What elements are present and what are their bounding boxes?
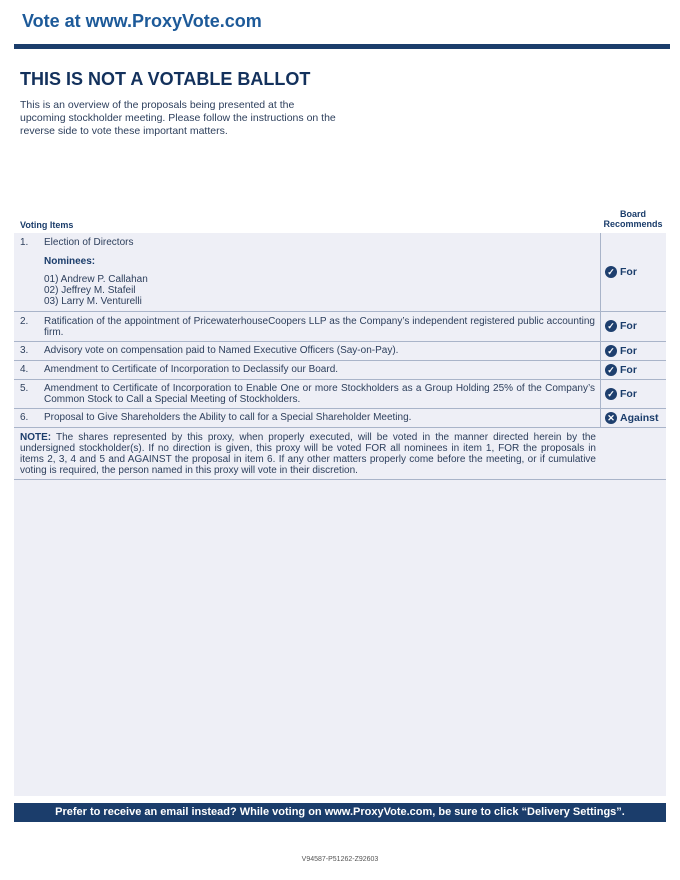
item-number: 4. — [20, 364, 29, 375]
header-divider — [14, 44, 670, 49]
note-text: NOTE: The shares represented by this proxy, when properly executed, will be voted in the manner directed herein by the undersigned stockholder(s). If no direction is given, this proxy will be voted FOR all nominees in item 1, FOR the proposals in items 2, 3, 4 and 5 and AGAINST the proposal in item 6. If any other matters properly come before the meeting, or if cumulative voting is required, the person named in this proxy will vote in their discretion. — [20, 432, 596, 476]
item-text: Election of Directors — [44, 237, 134, 248]
board-recommendation: ✓ For — [600, 311, 667, 341]
item-text: Amendment to Certificate of Incorporation to Declassify our Board. — [44, 364, 339, 375]
board-recommends-header: Board Recommends — [603, 209, 663, 229]
nominee: 02) Jeffrey M. Stafeil — [44, 285, 136, 296]
board-recommendation: ✓ For — [600, 233, 667, 311]
item-number: 5. — [20, 383, 29, 394]
item-text: Advisory vote on compensation paid to Named Executive Officers (Say-on-Pay). — [44, 345, 399, 356]
header-title: Vote at www.ProxyVote.com — [22, 11, 262, 31]
voting-items-header: Voting Items — [20, 220, 74, 230]
note-divider — [14, 479, 666, 480]
voting-item-row — [14, 342, 666, 361]
nominee: 01) Andrew P. Callahan — [44, 274, 148, 285]
page-title: THIS IS NOT A VOTABLE BALLOT — [20, 69, 311, 89]
email-delivery-banner: Prefer to receive an email instead? While voting on www.ProxyVote.com, be sure to click “Delivery Settings”. — [14, 803, 666, 822]
item-text: Proposal to Give Shareholders the Ability to call for a Special Shareholder Meeting. — [44, 412, 412, 423]
voting-item-row — [14, 361, 666, 380]
item-text: Amendment to Certificate of Incorporation to Enable One or more Stockholders as a Group Holding 25% of the Company’s Common Stock to Call a Special Meeting of Stockholders. — [44, 383, 595, 405]
voting-item-row — [14, 380, 666, 409]
check-circle-icon: ✓ — [605, 364, 617, 376]
voting-item-row — [14, 233, 666, 312]
board-recommendation: ✓ For — [600, 380, 667, 408]
nominee: 03) Larry M. Venturelli — [44, 296, 142, 307]
x-circle-icon: ✕ — [605, 412, 617, 424]
item-number: 6. — [20, 412, 29, 423]
check-circle-icon: ✓ — [605, 266, 617, 278]
item-number: 2. — [20, 316, 29, 327]
check-circle-icon: ✓ — [605, 388, 617, 400]
item-text: Ratification of the appointment of PricewaterhouseCoopers LLP as the Company’s independent registered public accounting firm. — [44, 316, 595, 338]
board-recommendation: ✓ For — [600, 342, 667, 360]
voting-items-table — [14, 233, 666, 796]
item-number: 3. — [20, 345, 29, 356]
intro-text: This is an overview of the proposals being presented at the upcoming stockholder meeting. Please follow the instructions on the reverse side to vote these important matters. — [20, 99, 336, 137]
document-code: V94587-P51262-Z92603 — [301, 856, 379, 863]
board-recommendation: ✕ Against — [600, 409, 667, 427]
nominees-label: Nominees: — [44, 256, 96, 267]
voting-item-row — [14, 409, 666, 428]
voting-item-row — [14, 311, 666, 342]
check-circle-icon: ✓ — [605, 320, 617, 332]
item-number: 1. — [20, 237, 29, 248]
board-recommendation: ✓ For — [600, 361, 667, 379]
check-circle-icon: ✓ — [605, 345, 617, 357]
